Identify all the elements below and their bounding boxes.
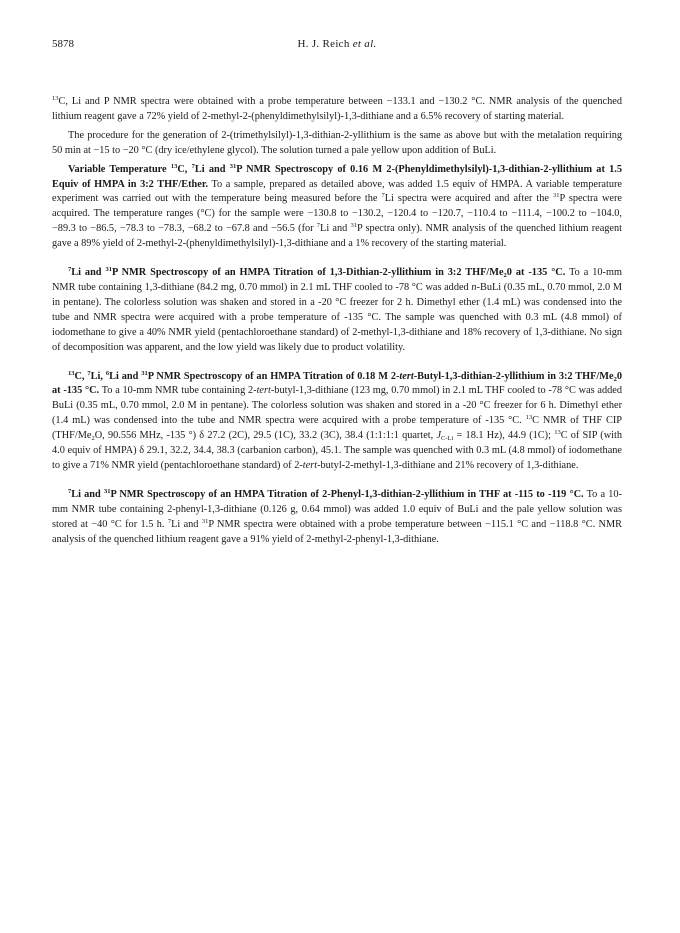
paragraph-3: Variable Temperature $^{13}$C, $^7$Li and $^{31}$P NMR Spectroscopy of 0.16 M 2-(Phenyldimethylsilyl)-1,3-dithian-2-yllithium at 1.5 Equiv of HMPA in 3:2 THF/Ether. To a sample, prepared as detailed above, was added 1.5 equiv of HMPA. A variable temperature experiment was carried out with the temperature being measured before the $^7$Li spectra were acquired and after the $^{31}$P spectra were acquired. The temperature ranges (°C) for the sample were −130.8 to −130.2, −120.4 to −120.7, −110.4 to −111.4, −100.2 to −104.0, −89.3 to −86.5, −78.3 to −78.3, −68.2 to −67.8 and −56.5 (for $^7$Li and $^{31}$P spectra only). NMR analysis of the quenched lithium reagent gave a 89% yield of 2-methyl-2-(phenyldimethylsilyl)-1,3-dithiane and a 1% recovery of the starting material.	[52, 162, 622, 250]
paragraph-5: $^{13}$C, $^7$Li, $^6$Li and $^{31}$P NMR Spectroscopy of an HMPA Titration of 0.18 M 2-tert-Butyl-1,3-dithian-2-yllithium in 3:2 THF/$Me_20$ at -135 °C. To a 10-mm NMR tube containing 2-tert-butyl-1,3-dithiane (123 mg, 0.70 mmol) in 2.1 mL THF cooled to -78 °C was added BuLi (0.35 mL, 0.70 mmol, 2.0 M in pentane). The colorless solution was shaken and stored in a -20 °C freezer for 6 h. Dimethyl ether (1.4 mL) was condensed into the tube and NMR spectra were acquired with a probe temperature of -135 °C. $^{13}$C NMR of THF CIP ($THF/Me_2O$, 90.556 MHz, -135 °) δ 27.2 (2C), 29.5 (1C), 33.2 (3C), 38.4 (1:1:1:1 quartet, $J_{C-Li} = 18.1$ Hz), 44.9 (1C); $^{13}$C of SIP (with 4.0 equiv of HMPA) δ 29.1, 32.2, 34.4, 38.3 (carbanion carbon), 45.1. The sample was quenched with 0.3 mL (4.8 mmol) of iodomethane to give a 71% NMR yield (pentachloroethane standard) of 2-tert-butyl-2-methyl-1,3-dithiane and 21% recovery of 1,3-dithiane.	[52, 369, 623, 471]
paragraph-4: $^7$Li and $^{31}$P NMR Spectroscopy of an HMPA Titration of 1,3-Dithian-2-yllithium in 3:2 THF/$Me_20$ at -135 °C. To a 10-mm NMR tube containing 1,3-dithiane (84.2 mg, 0.70 mmol) in 2.1 mL THF cooled to -78 °C was added n-BuLi (0.35 mL, 0.70 mmol, 2.0 M in pentane). The colorless solution was shaken and stored in a -20 °C freezer for 2 h. Dimethyl ether (1.4 mL) was condensed into the tube and NMR spectra were acquired with a probe temperature of -135 °C. The sample was quenched with 0.3 mL (4.8 mmol) of iodomethane to give a 40% NMR yield (pentachloroethane standard) of 2-methyl-1,3-dithiane and 18% recovery of 1,3-dithiane. No sign of decomposition was apparent, and the low yield was likely due to product volatility.	[52, 266, 622, 353]
paragraph-1-text: C, Li and P NMR spectra were obtained with a probe temperature between −133.1 and −130.2 °C. NMR analysis of the quenched lithium reagent gave a 72% yield of 2-methyl-2-(phenyldimethylsilyl)-1,3-dithiane and a 6.5% recovery of starting material.	[52, 96, 622, 122]
page-number: 5878	[52, 38, 74, 50]
paragraph-2: The procedure for the generation of 2-(trimethylsilyl)-1,3-dithian-2-yllithium is the same as above but with the metalation requiring 50 min at −15 to −20 °C (dry ice/ethylene glycol). The solution turned a pale yellow upon addition of BuLi.	[52, 129, 622, 156]
article-body	[52, 95, 622, 547]
paragraph-1	[52, 95, 622, 125]
et-al: et al.	[352, 38, 377, 50]
paragraph-3-heading: Variable Temperature $^{13}$C, $^7$Li and $^{31}$P NMR Spectroscopy of 0.16 M 2-(Phenyldimethylsilyl)-1,3-dithian-2-yllithium at 1.5 Equiv of HMPA in 3:2 THF/Ether.	[52, 162, 622, 190]
author-name: H. J. Reich	[297, 38, 350, 50]
running-header	[52, 38, 622, 54]
isotope-c13: 13	[52, 95, 59, 102]
paragraph-6-heading: $^7$Li and $^{31}$P NMR Spectroscopy of an HMPA Titration of 2-Phenyl-1,3-dithian-2-yllithium in THF at -115 to -119 °C.	[68, 487, 584, 500]
paragraph-5-heading: $^{13}$C, $^7$Li, $^6$Li and $^{31}$P NMR Spectroscopy of an HMPA Titration of 0.18 M 2-tert-Butyl-1,3-dithian-2-yllithium in 3:2 THF/$Me_20$ at -135 °C.	[52, 369, 622, 397]
running-title	[52, 38, 622, 50]
paragraph-6: $^7$Li and $^{31}$P NMR Spectroscopy of an HMPA Titration of 2-Phenyl-1,3-dithian-2-yllithium in THF at -115 to -119 °C. To a 10-mm NMR tube containing 2-phenyl-1,3-dithiane (0.126 g, 0.64 mmol) was added 1.0 equiv of BuLi and the pale yellow solution was stored at −40 °C for 1.5 h. $^7$Li and $^{31}$P NMR spectra were obtained with a probe temperature between −115.1 °C and −118.8 °C. NMR analysis of the quenched lithium reagent gave a 91% yield of 2-methyl-2-phenyl-1,3-dithiane.	[52, 487, 622, 545]
paragraph-4-heading: $^7$Li and $^{31}$P NMR Spectroscopy of an HMPA Titration of 1,3-Dithian-2-yllithium in 3:2 THF/$Me_20$ at -135 °C.	[68, 266, 566, 280]
